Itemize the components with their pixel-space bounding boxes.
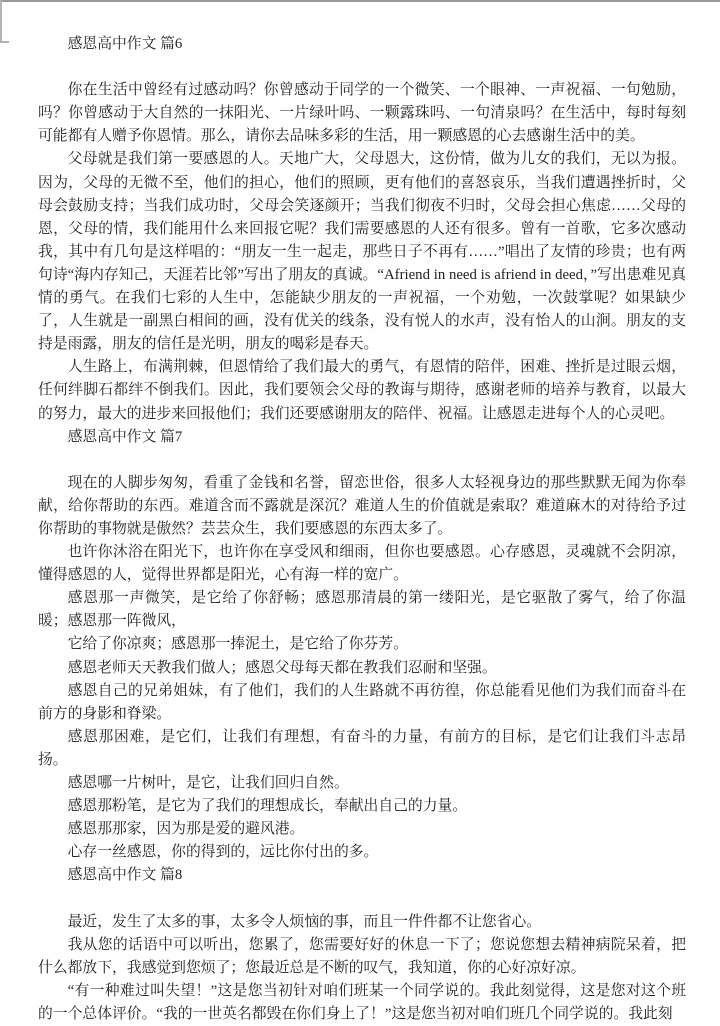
essay-paragraph: 感恩那粉笔，是它为了我们的理想成长，奉献出自己的力量。	[67, 798, 468, 815]
blank-line	[38, 887, 686, 910]
essay-paragraph: 感恩自己的兄弟姐妹，有了他们，我们的人生路就不再彷徨，你总能看见他们为我们而奋斗在前方的身影和脊梁。	[38, 682, 686, 722]
essay-heading: 感恩高中作文 篇8	[67, 867, 183, 884]
essay-paragraph: 也许你沐浴在阳光下，也许你在享受风和细雨，但你也要感恩。心存感恩，灵魂就不会阴凉，懂得感恩的人，觉得世界都是阳光，心有海一样的宽广。	[38, 544, 686, 584]
essay-paragraph: 父母就是我们第一要感恩的人。天地广大，父母恩大，这份情，做为儿女的我们，无以为报。因为，父母的无微不至，他们的担心，他们的照顾，更有他们的喜怒哀乐，当我们遭遇挫折时，父母会鼓励支持；当我们成功时，父母会笑逐颜开；当我们彻夜不归时，父母会担心焦虑……父母的恩，父母的情，我们能用什么来回报它呢？我们需要感恩的人还有很多。曾有一首歌，它多次感动我，其中有几句是这样唱的：“朋友一生一起走，那些日子不再有……”唱出了友情的珍贵；也有两句诗“海内存知己，天涯若比邻”写出了朋友的真诚。“Afriend in need is afriend in deed，”写出患难见真情的勇气。在我们七彩的人生中，怎能缺少朋友的一声祝福，一个劝勉，一次鼓掌呢？如果缺少了，人生就是一副黑白相间的画，没有优关的线条，没有悦人的水声，没有怡人的山涧。朋友的支持是雨露，朋友的信任是光明，朋友的喝彩是春天。	[38, 151, 686, 353]
essay-paragraph: 它给了你凉爽；感恩那一捧泥土，是它给了你芬芳。	[67, 636, 408, 653]
essay-paragraph: 感恩老师天天教我们做人；感恩父母每天都在教我们忍耐和坚强。	[67, 659, 497, 676]
essay-paragraph: 心存一丝感恩，你的得到的，远比你付出的多。	[67, 844, 379, 861]
essay-paragraph: 你在生活中曾经有过感动吗？你曾感动于同学的一个微笑、一个眼神、一声祝福、一句勉励，吗？你曾感动于大自然的一抹阳光、一片绿叶吗、一颗露珠吗、一句清泉吗？在生活中，每时每刻可能都有人赠予你恩情。那么，请你去品味多彩的生活，用一颗感恩的心去感谢生活中的美。	[38, 82, 686, 145]
screenshot-top-edge	[0, 0, 720, 2]
essay-paragraph: 感恩那那家，因为那是爱的避风港。	[67, 821, 305, 838]
essay-paragraph: 我从您的话语中可以听出，您累了，您需要好好的休息一下了；您说您想去精神病院呆着，把什么都放下，我感觉到您烦了；您最近总是不断的叹气，我知道，你的心好凉好凉。	[38, 936, 686, 976]
essay-paragraph: 感恩那一声微笑，是它给了你舒畅；感恩那清晨的第一缕阳光，是它驱散了雾气，给了你温暖；感恩那一阵微风，	[38, 590, 686, 630]
blank-line	[38, 449, 686, 472]
essay-paragraph: 感恩那困难，是它们，让我们有理想，有奋斗的力量，有前方的目标，是它们让我们斗志昂扬。	[38, 728, 686, 768]
blank-line	[38, 56, 686, 79]
essay-heading: 感恩高中作文 篇7	[67, 428, 183, 445]
essay-paragraph: 人生路上，布满荆棘，但恩情给了我们最大的勇气，有恩情的陪伴，困难、挫折是过眼云烟，任何绊脚石都绊不倒我们。因此，我们要领会父母的教诲与期待，感谢老师的培养与教育，以最大的努力，最大的进步来回报他们；我们还要感谢朋友的陪伴、祝福。让感恩走进每个人的心灵吧。	[38, 359, 686, 422]
document-page	[38, 33, 686, 1026]
essay-paragraph: 最近，发生了太多的事，太多令人烦恼的事，而且一件件都不让您省心。	[67, 913, 542, 930]
screenshot-left-edge-tick	[0, 41, 9, 43]
screenshot-left-edge	[0, 0, 2, 41]
essay-paragraph: “有一种难过叫失望！”这是您当初针对咱们班某一个同学说的。我此刻觉得，这是您对这个班的一个总体评价。“我的一世英名都毁在你们身上了！”这是您当初对咱们班几个同学说的。我此刻	[38, 982, 686, 1022]
essay-heading: 感恩高中作文 篇6	[67, 36, 183, 52]
essay-paragraph: 感恩哪一片树叶，是它，让我们回归自然。	[67, 775, 349, 791]
essay-paragraph: 现在的人脚步匆匆，看重了金钱和名誉，留恋世俗，很多人太轻视身边的那些默默无闻为你奉献，给你帮助的东西。难道含而不露就是深沉？难道人生的价值就是索取？难道麻木的对待给予过你帮助的事物就是傲然？芸芸众生，我们要感恩的东西太多了。	[38, 474, 686, 537]
